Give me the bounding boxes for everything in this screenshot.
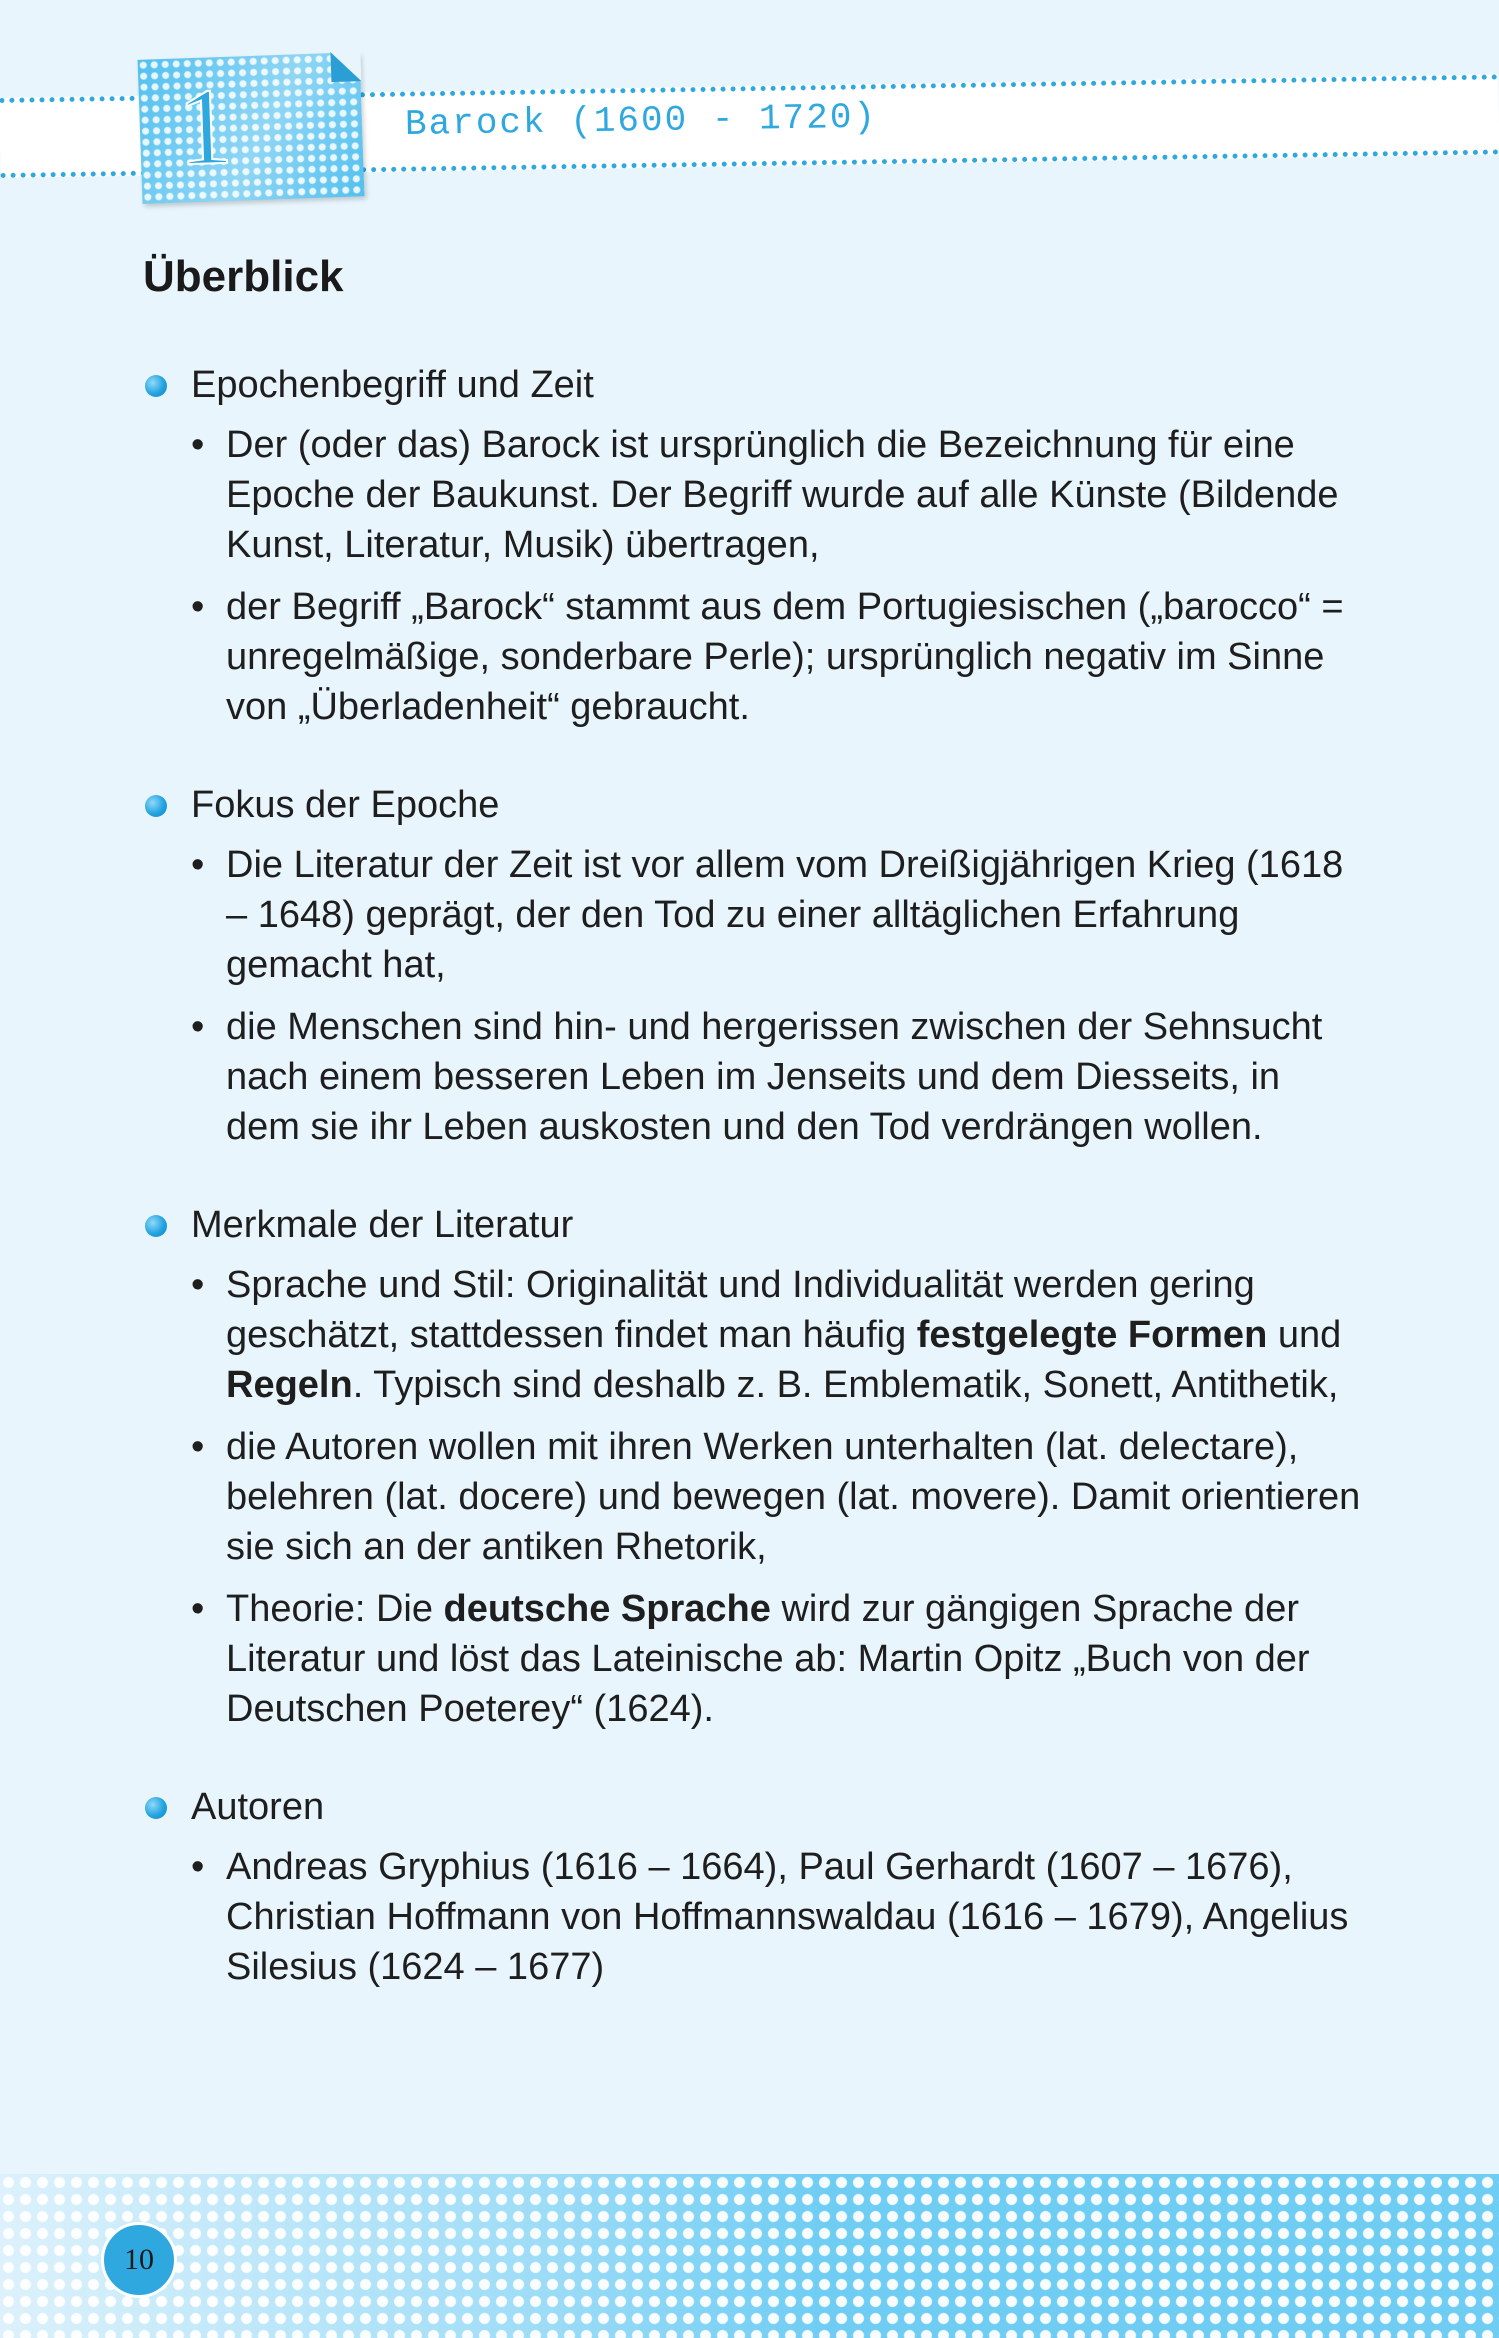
emphasis-text: deutsche Sprache <box>443 1588 771 1630</box>
item-text: der Begriff „Barock“ stammt aus dem Portugiesischen („barocco“ = unregelmäßige, sonderbare Perle); ursprünglich negativ im Sinne von „Überladenheit“ gebraucht. <box>226 586 1344 728</box>
bullet-icon: • <box>191 586 205 628</box>
section-title-text: Fokus der Epoche <box>191 784 500 826</box>
section-title-text: Epochenbegriff und Zeit <box>191 364 594 406</box>
bullet-icon: • <box>191 1588 205 1630</box>
section-fokus <box>143 780 1363 1152</box>
overview-sections <box>143 360 1363 2040</box>
blue-bullet-icon <box>145 375 167 397</box>
bullet-icon: • <box>191 424 205 466</box>
page-heading: Überblick <box>143 252 344 301</box>
chapter-title: Barock (1600 - 1720) <box>404 96 878 145</box>
list-item <box>143 1422 1363 1572</box>
footer-halftone <box>0 2174 1499 2338</box>
item-text: Die Literatur der Zeit ist vor allem vom Dreißigjährigen Krieg (1618 – 1648) geprägt, der den Tod zu einer alltäglichen Erfahrung gemacht hat, <box>226 844 1344 986</box>
item-text: die Menschen sind hin- und hergerissen zwischen der Sehnsucht nach einem besseren Leben im Jenseits und dem Diesseits, in dem sie ihr Leben auskosten und den Tod verdrängen wollen. <box>226 1006 1323 1148</box>
chapter-number: 1 <box>175 64 235 189</box>
blue-bullet-icon <box>145 1797 167 1819</box>
list-item <box>143 1584 1363 1734</box>
section-title <box>143 1200 1363 1250</box>
item-text: Der (oder das) Barock ist ursprünglich die Bezeichnung für eine Epoche der Baukunst. Der Begriff wurde auf alle Künste (Bildende Kunst, Literatur, Musik) übertragen, <box>226 424 1339 566</box>
section-title-text: Autoren <box>191 1786 325 1828</box>
item-text: die Autoren wollen mit ihren Werken unterhalten (lat. delectare), belehren (lat. docere) und bewegen (lat. movere). Damit orientieren sie sich an der antiken Rhetorik, <box>226 1426 1361 1568</box>
list-item <box>143 840 1363 990</box>
list-item <box>143 1260 1363 1410</box>
page-fold-corner <box>330 51 361 82</box>
bullet-icon: • <box>191 1006 205 1048</box>
emphasis-text: festgelegte Formen <box>916 1314 1268 1356</box>
item-text: und <box>1267 1314 1342 1356</box>
bullet-icon: • <box>191 1264 205 1306</box>
item-text: wird zur gängigen Sprache der Literatur und löst das Lateinische ab: Martin Opitz „Buch von der Deutschen Poeterey“ (1624). <box>226 1588 1310 1730</box>
blue-bullet-icon <box>145 1215 167 1237</box>
chapter-number-box <box>138 52 365 204</box>
list-item <box>143 420 1363 570</box>
list-item <box>143 582 1363 732</box>
item-text: . Typisch sind deshalb z. B. Emblematik, Sonett, Antithetik, <box>352 1364 1339 1406</box>
section-merkmale <box>143 1200 1363 1734</box>
section-epochenbegriff <box>143 360 1363 732</box>
bullet-icon: • <box>191 844 205 886</box>
bullet-icon: • <box>191 1846 205 1888</box>
item-text: Theorie: Die <box>226 1588 444 1630</box>
section-autoren <box>143 1782 1363 1992</box>
blue-bullet-icon <box>145 795 167 817</box>
section-title <box>143 360 1363 410</box>
list-item <box>143 1002 1363 1152</box>
section-title <box>143 780 1363 830</box>
page-number: 10 <box>101 2222 177 2298</box>
item-text: Andreas Gryphius (1616 – 1664), Paul Gerhardt (1607 – 1676), Christian Hoffmann von Hoffmannswaldau (1616 – 1679), Angelius Silesius (1624 – 1677) <box>226 1846 1349 1988</box>
section-title <box>143 1782 1363 1832</box>
bullet-icon: • <box>191 1426 205 1468</box>
list-item <box>143 1842 1363 1992</box>
item-text: Sprache und Stil: Originalität und Individualität werden gering geschätzt, stattdessen findet man häufig <box>226 1264 1255 1356</box>
section-title-text: Merkmale der Literatur <box>191 1204 574 1246</box>
emphasis-text: Regeln <box>226 1364 353 1406</box>
